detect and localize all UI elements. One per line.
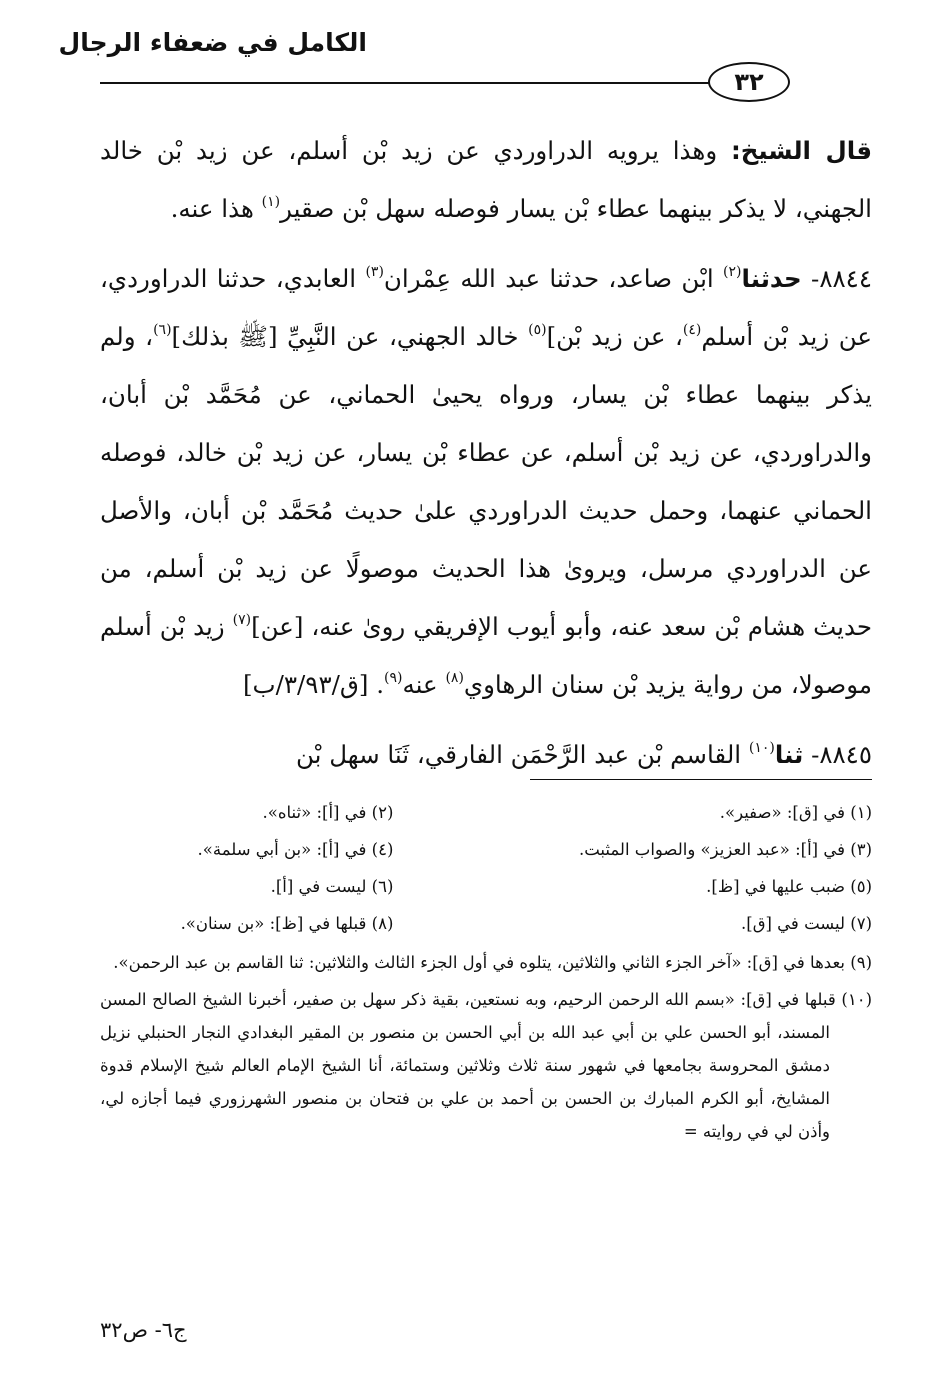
- text-span: وهذا يرويه الدراوردي عن زيد بْن أسلم، عن زيد بْن خالد الجهني، لا يذكر بينهما عطاء بْن يسار فوصله سهل بْن صقير: [100, 136, 872, 223]
- footnote-marker: (٣): [365, 263, 384, 280]
- footnote-marker: (٧): [232, 611, 252, 628]
- volume-page-reference: ج٦- ص٣٢: [100, 1318, 187, 1342]
- hadith-number: ٨٨٤٥-: [803, 740, 872, 769]
- footnote-row: [100, 868, 872, 905]
- footnote-row: [100, 905, 872, 942]
- page-number: ٣٢: [734, 68, 764, 96]
- page-number-badge: [708, 62, 790, 102]
- footnote-marker: (٨): [445, 669, 464, 686]
- footnote-9: (٩) بعدها في [ق]: «آخر الجزء الثاني والثلاثين، يتلوه في أول الجزء الثالث والثلاثين: ثنا القاسم بن عبد الرحمن».: [113, 953, 872, 972]
- footnote-7: (٧) ليست في [ق].: [741, 914, 872, 933]
- footnote-2: (٢) في [أ]: «ثناه».: [262, 803, 394, 822]
- text-span: هذا عنه.: [170, 194, 262, 223]
- text-span: العابدي، حدثنا الدراوردي، عن زيد بْن أسلم: [100, 264, 873, 351]
- book-title: الكامل في ضعفاء الرجال: [58, 28, 367, 57]
- header-rule: [100, 82, 710, 84]
- paragraph-lead: قال الشيخ:: [730, 136, 872, 165]
- footnote-marker: (٢): [723, 263, 742, 280]
- footnote-marker: (٤): [682, 321, 702, 338]
- paragraph-8845: [100, 726, 872, 784]
- text-span: ، ولم يذكر بينهما عطاء بْن يسار، ورواه يحيىٰ الحماني، عن مُحَمَّد بْن أبان، والدراوردي، عن زيد بْن أسلم، عن عطاء بْن يسار، عن زيد بْن خالد، فوصله الحماني عنهما، وحمل حديث الدراوردي علىٰ حديث مُحَمَّد بْن أبان، والأصل عن الدراوردي مرسل، ويروىٰ هذا الحديث موصولًا عن زيد بْن أسلم، من حديث هشام بْن سعد عنه، وأبو أيوب الإفريقي روىٰ عنه، [عن]: [100, 322, 872, 641]
- footnote-1: (١) في [ق]: «صفير».: [719, 803, 872, 822]
- footnote-3: (٣) في [أ]: «عبد العزيز» والصواب المثبت.: [578, 840, 872, 859]
- text-span: . [ق/٣/٩٣/ب]: [243, 670, 385, 699]
- text-span: عنه: [402, 670, 446, 699]
- footnote-marker: (٦): [153, 321, 172, 338]
- paragraph-lead: ثنا: [774, 740, 804, 769]
- text-span: خالد الجهني، عن النَّبِيِّ [ﷺ بذلك]: [171, 322, 529, 351]
- text-span: ، عن زيد بْن]: [546, 322, 683, 351]
- paragraph-8844: [100, 250, 872, 714]
- footnote-6: (٦) ليست في [أ].: [270, 877, 394, 896]
- hadith-number: ٨٨٤٤-: [801, 264, 872, 293]
- text-span: زيد بْن أسلم موصولا، من رواية يزيد بْن سنان الرهاوي: [100, 612, 872, 699]
- paragraph-1: [100, 122, 872, 238]
- footnote-separator: [530, 779, 872, 780]
- footnotes: [100, 794, 872, 1148]
- footnote-marker: (١): [261, 193, 281, 210]
- footnote-marker: (٥): [528, 321, 547, 338]
- main-text: [100, 122, 872, 784]
- footnote-marker: (٩): [384, 669, 403, 686]
- footnote-5: (٥) ضبب عليها في [ظ].: [706, 877, 872, 896]
- footnote-row: [100, 794, 872, 831]
- footnote-4: (٤) في [أ]: «بن أبي سلمة».: [197, 840, 394, 859]
- paragraph-lead: حدثنا: [741, 264, 802, 293]
- footnote-marker: (١٠): [748, 739, 775, 756]
- footnote-10: (١٠) قبلها في [ق]: «بسم الله الرحمن الرحيم، وبه نستعين، بقية ذكر سهل بن صفير، أخبرنا الشيخ الصالح المسن المسند، أبو الحسن علي بن أبي عبد الله بن أبي الحسن بن منصور بن المقير البغدادي النجار الحنبلي نزيل دمشق المحروسة بجامعها في شهور سنة ثلاث وثلاثين وستمائة، أنا الشيخ الإمام العالم شيخ الإسلام قدوة المشايخ، أبو الكرم المبارك بن الحسن بن أحمد بن علي بن فتحان بن منصور الشهرزوري فيما أجازه لي، وأذن لي في روايته =: [100, 990, 872, 1141]
- footnote-8: (٨) قبلها في [ظ]: «بن سنان».: [180, 914, 394, 933]
- text-span: ابْن صاعد، حدثنا عبد الله عِمْران: [383, 264, 724, 293]
- text-span: القاسم بْن عبد الرَّحْمَن الفارقي، ثَنَا سهل بْن: [296, 740, 749, 769]
- footnote-row: [100, 831, 872, 868]
